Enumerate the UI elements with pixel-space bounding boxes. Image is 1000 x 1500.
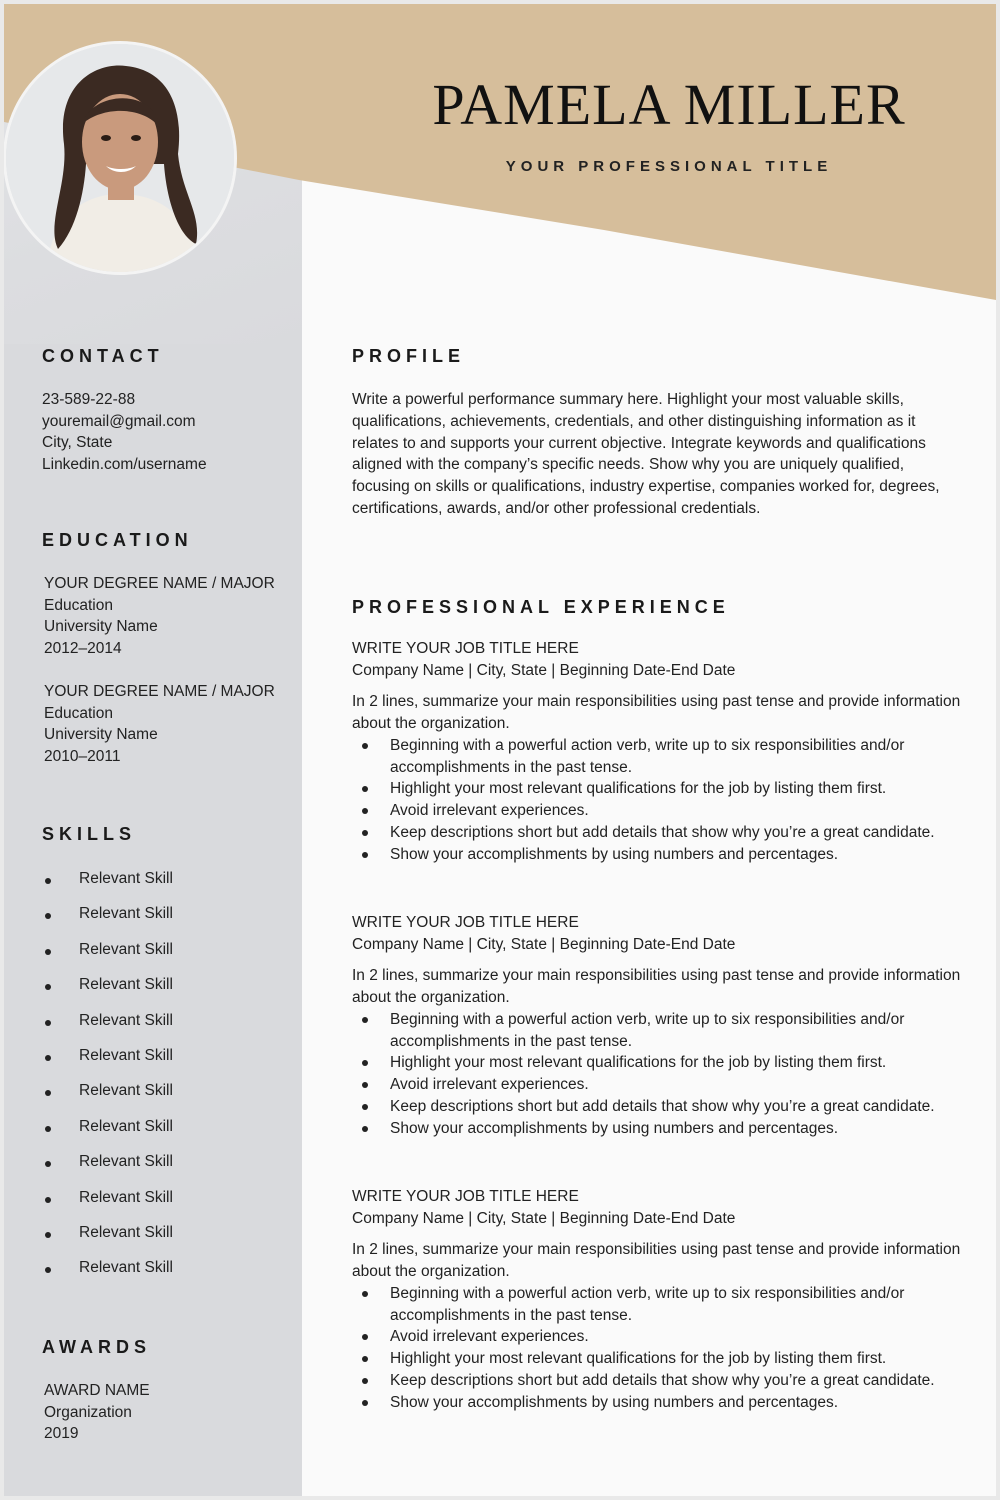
education-entry	[44, 681, 275, 767]
profile-summary: Write a powerful performance summary here. Highlight your most valuable skills, qualifications, achievements, credentials, and other distinguishing information as it relates to and supports your current objective. Integrate keywords and qualifications aligned with the company’s specific needs. Show why you are uniquely qualified, focusing on skills or qualifications, industry expertise, companies worked for, degrees, certifications, awards, and/or other professional credentials.	[352, 391, 940, 517]
award-entry	[44, 1380, 150, 1445]
skill-item: Relevant Skill	[42, 870, 173, 905]
job-summary: In 2 lines, summarize your main responsibilities using past tense and provide information about the organization.	[352, 693, 961, 732]
job-title: WRITE YOUR JOB TITLE HERE	[352, 914, 579, 931]
award-organization: Organization	[44, 1403, 132, 1421]
job-summary: In 2 lines, summarize your main responsibilities using past tense and provide information about the organization.	[352, 1241, 961, 1280]
skill-item: Relevant Skill	[42, 1259, 173, 1294]
job-bullet: Show your accomplishments by using numbers and percentages.	[352, 844, 962, 866]
job-bullet: Avoid irrelevant experiences.	[352, 1326, 962, 1348]
job-title: WRITE YOUR JOB TITLE HERE	[352, 1188, 579, 1205]
skill-item: Relevant Skill	[42, 1082, 173, 1117]
job-bullets	[352, 1009, 962, 1140]
job-bullet: Beginning with a powerful action verb, write up to six responsibilities and/or accomplishments in the past tense.	[352, 1283, 962, 1327]
skills-list	[42, 870, 173, 1295]
job-bullet: Keep descriptions short but add details that show why you’re a great candidate.	[352, 1096, 962, 1118]
education-school: University Name	[44, 618, 158, 636]
job-entry	[352, 912, 962, 1140]
skill-item: Relevant Skill	[42, 1189, 173, 1224]
contact-email: youremail@gmail.com	[42, 412, 196, 430]
full-name: PAMELA MILLER	[432, 72, 906, 137]
resume-page	[4, 4, 996, 1496]
education-field: Education	[44, 596, 113, 614]
job-entry	[352, 638, 962, 866]
job-summary: In 2 lines, summarize your main responsibilities using past tense and provide information about the organization.	[352, 967, 961, 1006]
job-meta: Company Name | City, State | Beginning Date-End Date	[352, 661, 736, 679]
contact-block	[42, 389, 207, 475]
skill-item: Relevant Skill	[42, 1012, 173, 1047]
job-bullet: Highlight your most relevant qualifications for the job by listing them first.	[352, 1052, 962, 1074]
award-year: 2019	[44, 1425, 79, 1443]
education-degree: YOUR DEGREE NAME / MAJOR	[44, 683, 275, 700]
contact-phone: 23-589-22-88	[42, 391, 136, 408]
job-bullet: Avoid irrelevant experiences.	[352, 800, 962, 822]
education-degree: YOUR DEGREE NAME / MAJOR	[44, 575, 275, 592]
skill-item: Relevant Skill	[42, 976, 173, 1011]
profile-heading: PROFILE	[352, 346, 466, 366]
profile-photo	[6, 44, 234, 272]
contact-linkedin: Linkedin.com/username	[42, 455, 207, 473]
job-entry	[352, 1186, 962, 1414]
skill-item: Relevant Skill	[42, 905, 173, 940]
job-bullets	[352, 735, 962, 866]
job-meta: Company Name | City, State | Beginning Date-End Date	[352, 935, 736, 953]
job-bullet: Beginning with a powerful action verb, write up to six responsibilities and/or accomplishments in the past tense.	[352, 735, 962, 779]
contact-heading: CONTACT	[42, 346, 164, 366]
job-meta: Company Name | City, State | Beginning Date-End Date	[352, 1209, 736, 1227]
job-bullet: Avoid irrelevant experiences.	[352, 1074, 962, 1096]
job-bullet: Keep descriptions short but add details that show why you’re a great candidate.	[352, 822, 962, 844]
education-field: Education	[44, 704, 113, 722]
skill-item: Relevant Skill	[42, 1047, 173, 1082]
job-title: WRITE YOUR JOB TITLE HERE	[352, 640, 579, 657]
job-bullet: Beginning with a powerful action verb, write up to six responsibilities and/or accomplishments in the past tense.	[352, 1009, 962, 1053]
education-entry	[44, 573, 275, 659]
job-bullet: Highlight your most relevant qualifications for the job by listing them first.	[352, 1348, 962, 1370]
job-bullet: Show your accomplishments by using numbers and percentages.	[352, 1392, 962, 1414]
education-heading: EDUCATION	[42, 530, 193, 550]
skill-item: Relevant Skill	[42, 1118, 173, 1153]
experience-heading: PROFESSIONAL EXPERIENCE	[352, 597, 730, 617]
award-name: AWARD NAME	[44, 1382, 150, 1399]
education-years: 2012–2014	[44, 639, 122, 657]
skill-item: Relevant Skill	[42, 1224, 173, 1259]
skill-item: Relevant Skill	[42, 1153, 173, 1188]
skill-item: Relevant Skill	[42, 941, 173, 976]
awards-heading: AWARDS	[42, 1337, 152, 1357]
skills-heading: SKILLS	[42, 824, 137, 844]
job-bullets	[352, 1283, 962, 1414]
contact-location: City, State	[42, 434, 113, 452]
job-bullet: Show your accomplishments by using numbers and percentages.	[352, 1118, 962, 1140]
education-school: University Name	[44, 726, 158, 744]
education-years: 2010–2011	[44, 747, 121, 765]
professional-title: YOUR PROFESSIONAL TITLE	[505, 158, 833, 175]
job-bullet: Highlight your most relevant qualifications for the job by listing them first.	[352, 778, 962, 800]
job-bullet: Keep descriptions short but add details that show why you’re a great candidate.	[352, 1370, 962, 1392]
